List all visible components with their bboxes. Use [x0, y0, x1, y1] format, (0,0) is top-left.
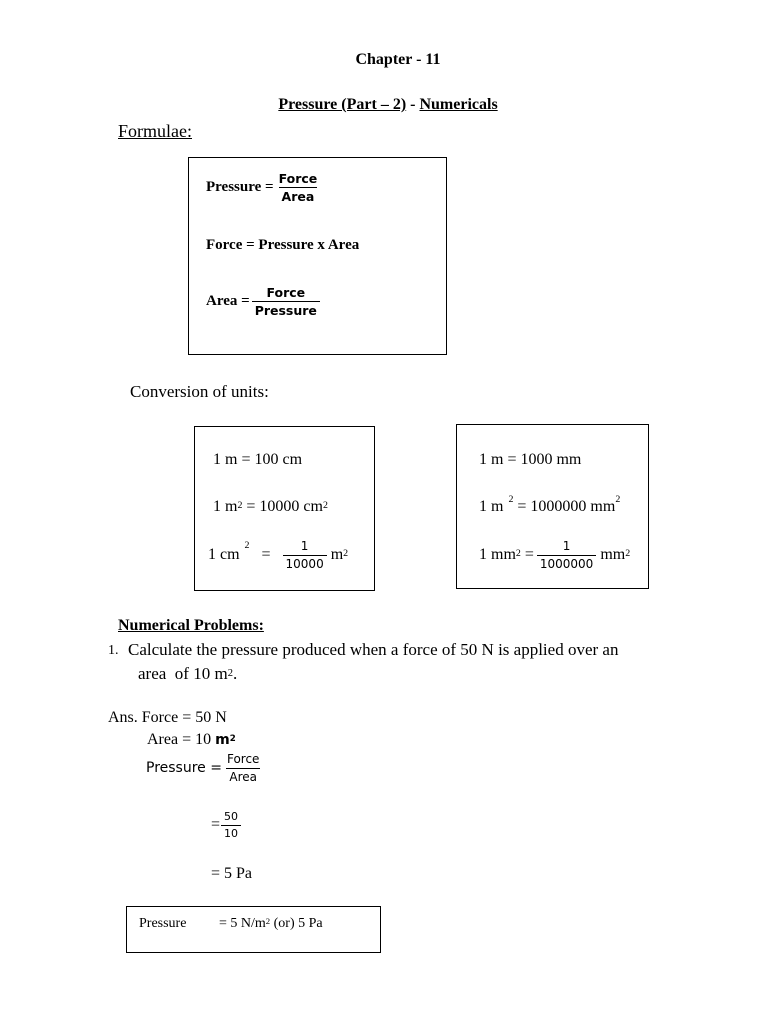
conversion-box-left	[194, 426, 375, 591]
conversion-right-row-2	[479, 494, 621, 516]
formulae-box	[188, 157, 447, 355]
answer-step-denominator: 10	[221, 825, 241, 840]
conversion-right-row-3-fraction	[537, 540, 596, 570]
formula-pressure-denominator: Area	[279, 187, 318, 203]
formula-pressure-numerator: Force	[278, 171, 318, 186]
problem-1-line-1: Calculate the pressure produced when a force of 50 N is applied over an	[128, 640, 619, 659]
formulae-heading: Formulae:	[118, 121, 192, 141]
conversion-left-row-3: 1 cm $^2$ = $\frac{1}{10000}$ $m^2$	[208, 539, 349, 571]
title-part-1: Pressure (Part – 2)	[278, 96, 407, 113]
conversion-left-row-3-a: 1 cm	[208, 546, 240, 564]
conversion-left-row-2-a: 1 m	[213, 498, 238, 515]
problem-1-line-2: area of 10 $m^2$.	[138, 664, 238, 683]
final-answer-box	[126, 906, 381, 953]
conversion-right-row-3-eq: =	[520, 546, 534, 564]
answer-step	[211, 811, 241, 839]
answer-pressure-formula	[146, 753, 262, 783]
conversion-left-row-3-fraction	[283, 540, 327, 570]
conversion-left-row-3-numerator: 1	[300, 539, 309, 553]
conversion-left-row-2-sup-2: 2	[322, 500, 328, 512]
conversion-right-row-2-sup-2: 2	[615, 494, 621, 506]
answer-step-numerator: 50	[224, 810, 239, 823]
formula-force: Force = Pressure x Area	[206, 237, 360, 253]
formula-area	[206, 286, 320, 317]
answer-pressure-fraction	[224, 753, 262, 783]
formula-pressure	[206, 172, 320, 203]
formula-pressure-lhs: Pressure =	[206, 179, 274, 196]
conversion-right-row-3-denominator: 1000000	[537, 555, 596, 571]
conversion-heading: Conversion of units:	[130, 382, 269, 401]
answer-result: = 5 Pa	[211, 865, 253, 882]
problems-heading: Numerical Problems:	[118, 617, 264, 634]
conversion-right-row-3	[479, 540, 630, 570]
answer-area: Area = 10 $m^2$	[147, 731, 236, 748]
answer-step-fraction	[221, 811, 241, 839]
conversion-right-row-2-b: = 1000000 mm	[513, 498, 616, 515]
formula-area-numerator: Force	[266, 285, 306, 300]
conversion-right-row-2-sup-1: 2	[508, 494, 514, 506]
title-separator: -	[406, 96, 420, 113]
conversion-left-row-3-eq: =	[261, 546, 271, 564]
conversion-right-row-1: 1 m = 1000 mm	[479, 451, 582, 468]
answer-pressure-numerator: Force	[226, 752, 260, 766]
chapter-heading: Chapter - 11	[355, 51, 441, 68]
problem-1-number: 1.	[108, 643, 119, 658]
formula-area-denominator: Pressure	[252, 301, 320, 317]
final-answer-label: Pressure	[139, 916, 187, 931]
conversion-right-row-3-unit: $mm^2$	[600, 546, 631, 564]
answer-pressure-denominator: Area	[226, 768, 260, 784]
conversion-right-row-3-a: 1 $mm^2$	[479, 546, 521, 564]
conversion-right-row-2-a: 1 m	[479, 498, 504, 515]
conversion-box-right	[456, 424, 649, 589]
formula-area-fraction	[252, 286, 320, 317]
conversion-right-row-3-numerator: 1	[562, 539, 571, 553]
conversion-left-row-3-denominator: 10000	[283, 555, 327, 571]
problem-1-line-2-sup: 2	[227, 667, 233, 679]
final-answer-value: = 5 $N/m^2$ (or) 5 Pa	[219, 916, 323, 931]
answer-force: Ans. Force = 50 N	[108, 709, 227, 726]
title-part-2: Numericals	[419, 96, 498, 113]
conversion-left-row-1: 1 m = 100 cm	[213, 451, 303, 468]
answer-step-eq: =	[211, 816, 221, 834]
formula-pressure-fraction	[276, 172, 321, 203]
answer-pressure-lhs: Pressure =	[146, 760, 222, 777]
formula-area-lhs: Area =	[206, 293, 250, 310]
page-title	[0, 96, 768, 114]
conversion-left-row-2-sup-1: 2	[237, 500, 243, 512]
conversion-left-row-2	[213, 498, 328, 516]
conversion-left-row-3-unit: $m^2$	[330, 546, 349, 564]
conversion-left-row-2-b: = 10000 cm	[242, 498, 323, 515]
answer-area-unit: $m^2$	[215, 732, 236, 748]
